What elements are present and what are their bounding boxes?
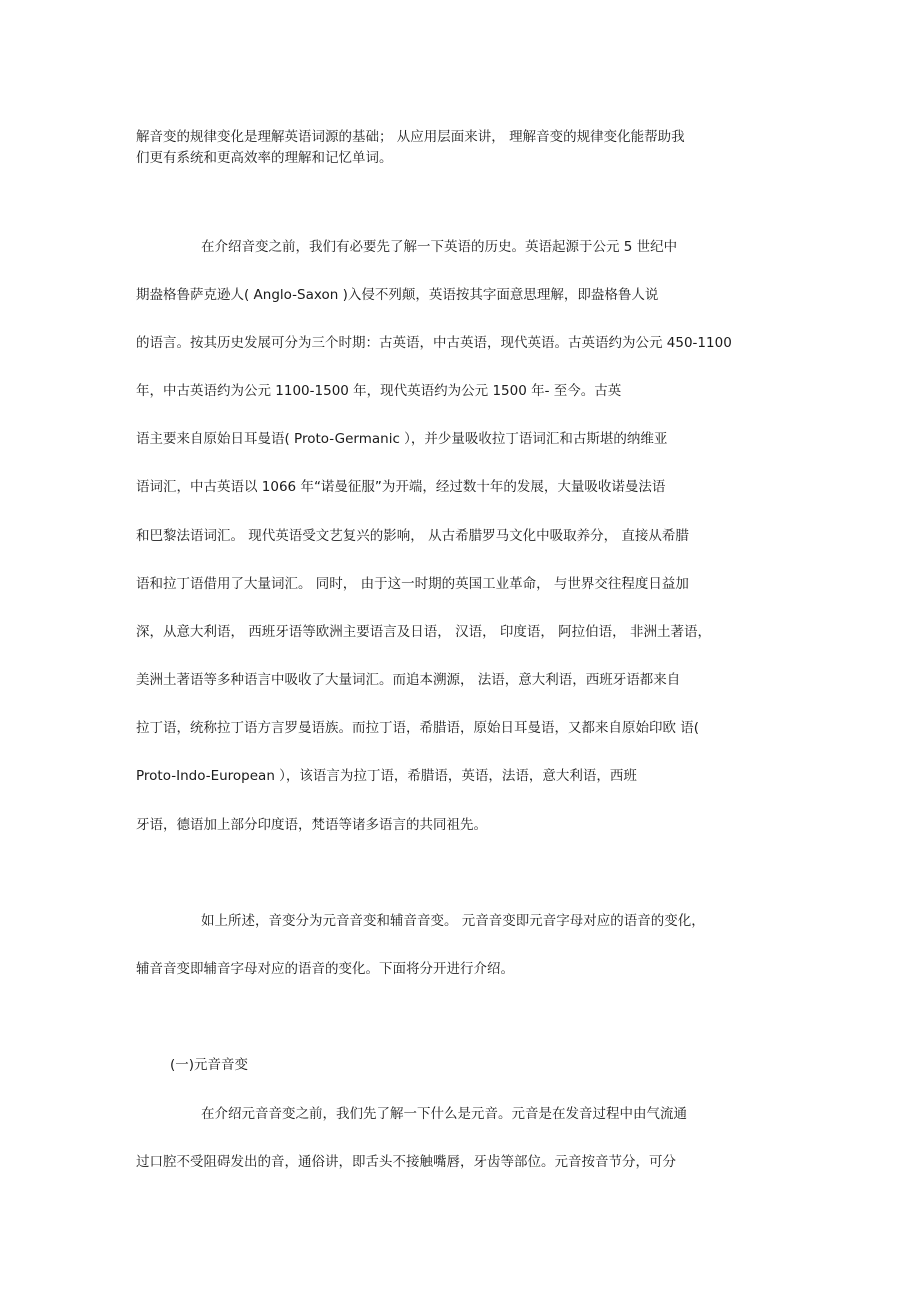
history-line-8: 语和拉丁语借用了大量词汇。 同时， 由于这一时期的英国工业革命， 与世界交往程度日益加 bbox=[136, 576, 689, 592]
history-line-6: 语词汇，中古英语以 1066 年“诺曼征服”为开端，经过数十年的发展，大量吸收诺曼法语 bbox=[136, 479, 666, 495]
vowel-line-1: 在介绍元音音变之前，我们先了解一下什么是元音。元音是在发音过程中由气流通 bbox=[201, 1106, 687, 1122]
history-line-2: 期盎格鲁萨克逊人( Anglo-Saxon )入侵不列颠，英语按其字面意思理解，即盎格鲁人说 bbox=[136, 287, 659, 303]
vowel-line-2: 过口腔不受阻碍发出的音，通俗讲，即舌头不接触嘴唇，牙齿等部位。元音按音节分，可分 bbox=[136, 1154, 676, 1170]
history-line-7: 和巴黎法语词汇。 现代英语受文艺复兴的影响， 从古希腊罗马文化中吸取养分， 直接从希腊 bbox=[136, 528, 689, 544]
history-line-12: Proto-Indo-European ），该语言为拉丁语，希腊语，英语，法语，意大利语，西班 bbox=[136, 768, 637, 784]
history-line-10: 美洲土著语等多种语言中吸收了大量词汇。而追本溯源， 法语，意大利语，西班牙语都来自 bbox=[136, 672, 681, 688]
history-line-13: 牙语，德语加上部分印度语，梵语等诸多语言的共同祖先。 bbox=[136, 817, 487, 833]
types-line-2: 辅音音变即辅音字母对应的语音的变化。下面将分开进行介绍。 bbox=[136, 961, 514, 977]
history-line-5: 语主要来自原始日耳曼语( Proto-Germanic ），并少量吸收拉丁语词汇和古斯堪的纳维亚 bbox=[136, 431, 668, 447]
history-line-9: 深，从意大利语， 西班牙语等欧洲主要语言及日语， 汉语， 印度语， 阿拉伯语， 非洲土著语， bbox=[136, 624, 711, 640]
history-line-4: 年，中古英语约为公元 1100-1500 年，现代英语约为公元 1500 年- 至今。古英 bbox=[136, 383, 622, 399]
intro-line-2: 们更有系统和更高效率的理解和记忆单词。 bbox=[136, 150, 393, 166]
history-line-1: 在介绍音变之前，我们有必要先了解一下英语的历史。英语起源于公元 5 世纪中 bbox=[201, 239, 678, 255]
history-line-11: 拉丁语，统称拉丁语方言罗曼语族。而拉丁语，希腊语，原始日耳曼语，又都来自原始印欧 语( bbox=[136, 720, 700, 736]
intro-line-1: 解音变的规律变化是理解英语词源的基础； 从应用层面来讲， 理解音变的规律变化能帮助我 bbox=[136, 129, 685, 145]
section-heading-vowel: (一)元音音变 bbox=[170, 1057, 249, 1073]
history-line-3: 的语言。按其历史发展可分为三个时期：古英语，中古英语，现代英语。古英语约为公元 450-1100 bbox=[136, 335, 732, 351]
types-line-1: 如上所述，音变分为元音音变和辅音音变。 元音音变即元音字母对应的语音的变化， bbox=[201, 913, 705, 929]
